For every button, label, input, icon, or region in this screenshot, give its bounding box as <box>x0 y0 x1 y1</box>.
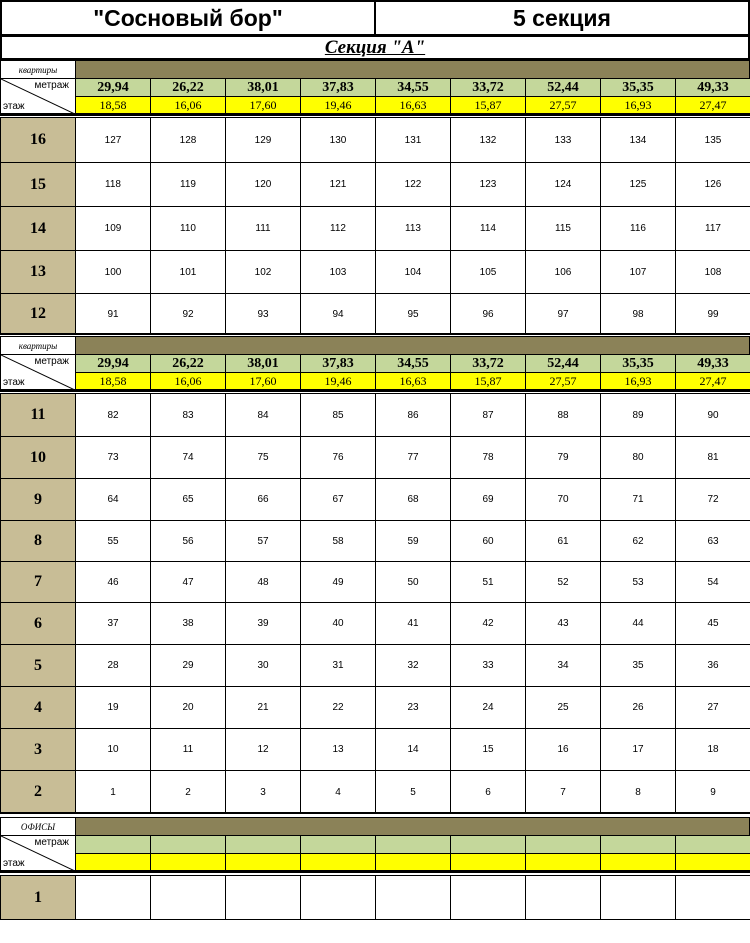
apartment-cell: 131 <box>375 117 451 163</box>
area-total-cell: 29,94 <box>75 78 151 97</box>
lower-label: квартиры <box>0 336 76 355</box>
floor-number: 3 <box>0 728 76 771</box>
area-living-cell: 17,60 <box>225 372 301 390</box>
apartment-cell: 41 <box>375 602 451 645</box>
apartment-cell: 95 <box>375 293 451 335</box>
apartment-cell: 99 <box>675 293 750 335</box>
upper-area-label: метраж <box>34 80 69 91</box>
area-total-cell <box>150 835 226 854</box>
apartment-cell: 133 <box>525 117 601 163</box>
floor-row <box>0 436 750 479</box>
apartment-cell: 42 <box>450 602 526 645</box>
floor-number: 9 <box>0 478 76 521</box>
apartment-cell: 84 <box>225 393 301 437</box>
office-area-row <box>0 835 750 854</box>
floor-row <box>0 728 750 771</box>
apartment-cell: 91 <box>75 293 151 335</box>
floor-number: 13 <box>0 250 76 294</box>
area-living-cell: 16,63 <box>375 96 451 114</box>
apartment-cell: 31 <box>300 644 376 687</box>
apartment-cell: 65 <box>150 478 226 521</box>
apartment-cell: 89 <box>600 393 676 437</box>
apartment-cell: 86 <box>375 393 451 437</box>
apartment-cell: 37 <box>75 602 151 645</box>
floor-row <box>0 875 750 920</box>
apartment-cell: 4 <box>300 770 376 814</box>
floor-row <box>0 250 750 294</box>
floor-number: 12 <box>0 293 76 335</box>
apartment-cell: 113 <box>375 206 451 251</box>
floor-row <box>0 520 750 562</box>
apartment-cell: 82 <box>75 393 151 437</box>
subsection-title: Секция "А" <box>0 35 750 60</box>
floor-number: 15 <box>0 162 76 207</box>
apartment-cell: 29 <box>150 644 226 687</box>
area-living-cell: 27,47 <box>675 96 750 114</box>
apartment-cell: 76 <box>300 436 376 479</box>
area-total-cell: 49,33 <box>675 354 750 373</box>
area-living-cell <box>75 853 151 871</box>
area-total-cell: 37,83 <box>300 78 376 97</box>
apartment-cell: 62 <box>600 520 676 562</box>
apartment-cell <box>600 875 676 920</box>
lower-area-row <box>0 354 750 373</box>
section-title: 5 секция <box>374 0 750 36</box>
floor-number: 2 <box>0 770 76 814</box>
area-total-cell: 38,01 <box>225 354 301 373</box>
apartment-cell: 119 <box>150 162 226 207</box>
apartment-cell: 93 <box>225 293 301 335</box>
apartment-cell: 6 <box>450 770 526 814</box>
floor-number: 6 <box>0 602 76 645</box>
area-total-cell: 37,83 <box>300 354 376 373</box>
apartment-cell: 88 <box>525 393 601 437</box>
area-total-cell <box>75 835 151 854</box>
area-living-cell: 15,87 <box>450 372 526 390</box>
area-living-cell <box>525 853 601 871</box>
upper-area-row <box>0 78 750 97</box>
apartment-cell: 44 <box>600 602 676 645</box>
apartment-cell: 26 <box>600 686 676 729</box>
area-total-cell <box>600 835 676 854</box>
office-separator <box>0 871 750 873</box>
apartment-cell: 105 <box>450 250 526 294</box>
floor-row <box>0 162 750 207</box>
apartment-cell: 63 <box>675 520 750 562</box>
apartment-cell: 117 <box>675 206 750 251</box>
area-total-cell <box>675 835 750 854</box>
apartment-cell: 73 <box>75 436 151 479</box>
area-total-cell: 38,01 <box>225 78 301 97</box>
area-total-cell: 35,35 <box>600 78 676 97</box>
apartment-cell: 132 <box>450 117 526 163</box>
upper-label: квартиры <box>0 60 76 79</box>
apartment-cell <box>525 875 601 920</box>
apartment-cell: 111 <box>225 206 301 251</box>
apartment-cell: 92 <box>150 293 226 335</box>
area-living-cell: 16,93 <box>600 96 676 114</box>
apartment-cell: 32 <box>375 644 451 687</box>
apartment-cell <box>375 875 451 920</box>
area-living-cell: 18,58 <box>75 372 151 390</box>
apartment-cell: 15 <box>450 728 526 771</box>
office-label-bar <box>75 817 750 836</box>
apartment-cell: 134 <box>600 117 676 163</box>
upper-label-bar <box>75 60 750 79</box>
apartment-cell: 13 <box>300 728 376 771</box>
apartment-cell: 21 <box>225 686 301 729</box>
apartment-cell: 1 <box>75 770 151 814</box>
apartment-cell: 85 <box>300 393 376 437</box>
office-area-label: метраж <box>34 837 69 848</box>
area-living-cell <box>375 853 451 871</box>
apartment-cell: 23 <box>375 686 451 729</box>
apartment-cell: 78 <box>450 436 526 479</box>
apartment-cell: 108 <box>675 250 750 294</box>
area-total-cell: 49,33 <box>675 78 750 97</box>
apartment-cell: 120 <box>225 162 301 207</box>
apartment-cell: 9 <box>675 770 750 814</box>
apartment-cell: 27 <box>675 686 750 729</box>
floor-row <box>0 602 750 645</box>
floor-number: 8 <box>0 520 76 562</box>
project-title: "Сосновый бор" <box>0 0 376 36</box>
apartment-cell: 128 <box>150 117 226 163</box>
area-total-cell: 52,44 <box>525 354 601 373</box>
upper-separator <box>0 114 750 116</box>
apartment-cell: 123 <box>450 162 526 207</box>
apartment-cell: 94 <box>300 293 376 335</box>
apartment-cell: 8 <box>600 770 676 814</box>
upper-bottom-separator <box>0 333 750 335</box>
floor-number: 4 <box>0 686 76 729</box>
apartment-cell <box>75 875 151 920</box>
apartment-cell: 3 <box>225 770 301 814</box>
office-label: ОФИСЫ <box>0 817 76 836</box>
apartment-cell: 20 <box>150 686 226 729</box>
apartment-cell: 110 <box>150 206 226 251</box>
apartment-cell: 100 <box>75 250 151 294</box>
apartment-cell: 2 <box>150 770 226 814</box>
area-living-cell: 16,93 <box>600 372 676 390</box>
area-living-cell: 18,58 <box>75 96 151 114</box>
area-total-cell <box>225 835 301 854</box>
apartment-cell: 35 <box>600 644 676 687</box>
apartment-cell <box>300 875 376 920</box>
floor-row <box>0 478 750 521</box>
apartment-cell <box>225 875 301 920</box>
apartment-cell: 127 <box>75 117 151 163</box>
subsection-row <box>0 35 750 60</box>
area-total-cell: 26,22 <box>150 78 226 97</box>
apartment-cell: 7 <box>525 770 601 814</box>
apartment-cell: 39 <box>225 602 301 645</box>
apartment-cell: 67 <box>300 478 376 521</box>
apartment-cell: 125 <box>600 162 676 207</box>
apartment-cell: 97 <box>525 293 601 335</box>
apartment-cell: 130 <box>300 117 376 163</box>
area-living-cell: 16,06 <box>150 96 226 114</box>
apartment-cell: 50 <box>375 561 451 603</box>
apartment-cell: 87 <box>450 393 526 437</box>
apartment-cell: 60 <box>450 520 526 562</box>
area-total-cell: 26,22 <box>150 354 226 373</box>
area-living-cell: 27,57 <box>525 372 601 390</box>
apartment-cell: 43 <box>525 602 601 645</box>
area-total-cell: 29,94 <box>75 354 151 373</box>
lower-bottom-separator <box>0 812 750 814</box>
area-living-cell <box>675 853 750 871</box>
lower-separator <box>0 390 750 392</box>
area-total-cell: 33,72 <box>450 78 526 97</box>
floor-row <box>0 206 750 251</box>
apartment-cell: 5 <box>375 770 451 814</box>
apartment-cell: 129 <box>225 117 301 163</box>
area-total-cell: 34,55 <box>375 354 451 373</box>
apartment-cell: 96 <box>450 293 526 335</box>
apartment-cell: 53 <box>600 561 676 603</box>
apartment-cell: 79 <box>525 436 601 479</box>
apartment-cell: 72 <box>675 478 750 521</box>
apartment-cell: 55 <box>75 520 151 562</box>
floor-row <box>0 686 750 729</box>
apartment-cell: 34 <box>525 644 601 687</box>
apartment-cell: 118 <box>75 162 151 207</box>
floor-row <box>0 770 750 814</box>
apartment-cell: 16 <box>525 728 601 771</box>
apartment-cell <box>150 875 226 920</box>
apartment-cell: 51 <box>450 561 526 603</box>
apartment-cell: 48 <box>225 561 301 603</box>
apartment-cell: 115 <box>525 206 601 251</box>
lower-label-bar <box>75 336 750 355</box>
apartment-cell: 80 <box>600 436 676 479</box>
apartment-cell: 116 <box>600 206 676 251</box>
area-total-cell: 34,55 <box>375 78 451 97</box>
apartment-cell: 69 <box>450 478 526 521</box>
apartment-cell: 12 <box>225 728 301 771</box>
apartment-cell: 112 <box>300 206 376 251</box>
apartment-cell: 135 <box>675 117 750 163</box>
area-total-cell: 35,35 <box>600 354 676 373</box>
apartment-cell: 74 <box>150 436 226 479</box>
apartment-cell: 17 <box>600 728 676 771</box>
apartment-cell: 11 <box>150 728 226 771</box>
apartment-cell: 104 <box>375 250 451 294</box>
apartment-cell: 70 <box>525 478 601 521</box>
apartment-cell: 81 <box>675 436 750 479</box>
floor-row <box>0 561 750 603</box>
apartment-cell: 33 <box>450 644 526 687</box>
area-living-cell: 27,47 <box>675 372 750 390</box>
apartment-cell: 36 <box>675 644 750 687</box>
apartment-cell: 121 <box>300 162 376 207</box>
floor-number: 10 <box>0 436 76 479</box>
office-living-row <box>0 853 750 871</box>
apartment-cell: 124 <box>525 162 601 207</box>
area-living-cell: 16,63 <box>375 372 451 390</box>
apartment-cell: 28 <box>75 644 151 687</box>
apartment-cell: 106 <box>525 250 601 294</box>
floor-row <box>0 644 750 687</box>
apartment-cell: 52 <box>525 561 601 603</box>
area-total-cell <box>300 835 376 854</box>
apartment-cell: 22 <box>300 686 376 729</box>
apartment-cell: 56 <box>150 520 226 562</box>
apartment-cell: 40 <box>300 602 376 645</box>
area-living-cell <box>450 853 526 871</box>
apartment-cell: 122 <box>375 162 451 207</box>
lower-label-row <box>0 336 750 355</box>
apartment-cell: 64 <box>75 478 151 521</box>
floor-row <box>0 393 750 437</box>
office-floor-label: этаж <box>3 858 25 869</box>
apartment-cell: 30 <box>225 644 301 687</box>
apartment-cell: 102 <box>225 250 301 294</box>
apartment-cell: 14 <box>375 728 451 771</box>
area-living-cell: 17,60 <box>225 96 301 114</box>
apartment-cell: 68 <box>375 478 451 521</box>
apartment-cell: 54 <box>675 561 750 603</box>
title-row <box>0 0 750 36</box>
apartment-cell: 66 <box>225 478 301 521</box>
floor-row <box>0 293 750 335</box>
floor-number: 7 <box>0 561 76 603</box>
apartment-cell: 38 <box>150 602 226 645</box>
floor-row <box>0 117 750 163</box>
area-living-cell <box>600 853 676 871</box>
floor-number: 11 <box>0 393 76 437</box>
area-living-cell <box>225 853 301 871</box>
apartment-cell: 19 <box>75 686 151 729</box>
apartment-cell <box>450 875 526 920</box>
apartment-cell: 75 <box>225 436 301 479</box>
apartment-cell: 61 <box>525 520 601 562</box>
area-total-cell: 33,72 <box>450 354 526 373</box>
area-total-cell <box>375 835 451 854</box>
area-total-cell <box>450 835 526 854</box>
area-living-cell: 19,46 <box>300 96 376 114</box>
apartment-cell: 126 <box>675 162 750 207</box>
apartment-cell: 18 <box>675 728 750 771</box>
apartment-cell: 46 <box>75 561 151 603</box>
apartment-cell: 58 <box>300 520 376 562</box>
floor-number: 1 <box>0 875 76 920</box>
apartment-cell: 101 <box>150 250 226 294</box>
apartment-cell: 114 <box>450 206 526 251</box>
apartment-cell: 90 <box>675 393 750 437</box>
area-living-cell <box>300 853 376 871</box>
apartment-cell: 49 <box>300 561 376 603</box>
area-living-cell: 27,57 <box>525 96 601 114</box>
area-living-cell <box>150 853 226 871</box>
apartment-cell: 103 <box>300 250 376 294</box>
apartment-cell: 45 <box>675 602 750 645</box>
apartment-cell: 109 <box>75 206 151 251</box>
apartment-cell: 71 <box>600 478 676 521</box>
floor-number: 16 <box>0 117 76 163</box>
floor-number: 5 <box>0 644 76 687</box>
lower-living-row <box>0 372 750 390</box>
apartment-cell: 83 <box>150 393 226 437</box>
lower-floor-label: этаж <box>3 377 25 388</box>
apartment-cell: 25 <box>525 686 601 729</box>
upper-label-row <box>0 60 750 79</box>
apartment-cell: 10 <box>75 728 151 771</box>
lower-area-label: метраж <box>34 356 69 367</box>
apartment-cell <box>675 875 750 920</box>
apartment-cell: 107 <box>600 250 676 294</box>
apartment-cell: 57 <box>225 520 301 562</box>
floor-number: 14 <box>0 206 76 251</box>
area-living-cell: 19,46 <box>300 372 376 390</box>
apartment-cell: 59 <box>375 520 451 562</box>
apartment-cell: 77 <box>375 436 451 479</box>
area-living-cell: 15,87 <box>450 96 526 114</box>
area-living-cell: 16,06 <box>150 372 226 390</box>
area-total-cell <box>525 835 601 854</box>
apartment-cell: 24 <box>450 686 526 729</box>
apartment-cell: 98 <box>600 293 676 335</box>
upper-living-row <box>0 96 750 114</box>
office-label-row <box>0 817 750 836</box>
apartment-cell: 47 <box>150 561 226 603</box>
area-total-cell: 52,44 <box>525 78 601 97</box>
upper-floor-label: этаж <box>3 101 25 112</box>
